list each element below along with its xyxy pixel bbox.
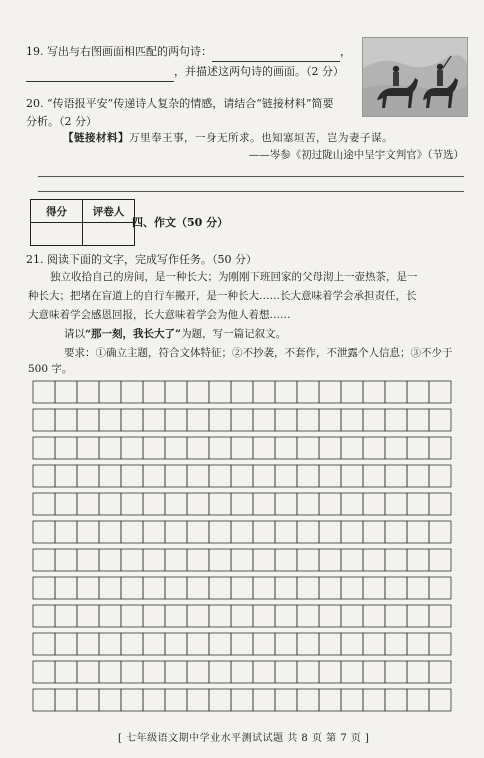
grid-cell[interactable] [165, 465, 187, 487]
grid-cell[interactable] [253, 661, 275, 683]
link-material-text: 万里奉王事，一身无所求。也知塞垣苦，岂为妻子谋。 [129, 132, 393, 144]
grid-cell[interactable] [385, 409, 407, 431]
grid-cell[interactable] [99, 493, 121, 515]
grid-cell[interactable] [33, 465, 55, 487]
grid-cell[interactable] [253, 605, 275, 627]
grid-cell[interactable] [121, 633, 143, 655]
grid-cell[interactable] [121, 521, 143, 543]
grid-cell[interactable] [99, 381, 121, 403]
grid-cell[interactable] [429, 689, 451, 711]
grid-cell[interactable] [385, 577, 407, 599]
grid-cell[interactable] [99, 661, 121, 683]
grid-cell[interactable] [77, 633, 99, 655]
grid-cell[interactable] [275, 577, 297, 599]
grid-cell[interactable] [319, 409, 341, 431]
grid-cell[interactable] [429, 605, 451, 627]
grid-cell[interactable] [99, 465, 121, 487]
grid-cell[interactable] [55, 661, 77, 683]
q21-essay-title: “那一刻，我长大了” [85, 328, 182, 340]
grid-cell[interactable] [407, 409, 429, 431]
grid-cell[interactable] [143, 521, 165, 543]
score-header: 得分 [31, 200, 83, 223]
grid-cell[interactable] [363, 605, 385, 627]
section-4-heading: 四、作文（50 分） [132, 216, 229, 229]
grid-cell[interactable] [231, 549, 253, 571]
grid-cell[interactable] [143, 381, 165, 403]
grid-cell[interactable] [407, 437, 429, 459]
grid-cell[interactable] [187, 661, 209, 683]
grid-cell[interactable] [385, 689, 407, 711]
grid-cell[interactable] [319, 605, 341, 627]
grid-cell[interactable] [55, 689, 77, 711]
grid-cell[interactable] [385, 661, 407, 683]
grid-cell[interactable] [33, 577, 55, 599]
grid-cell[interactable] [187, 381, 209, 403]
grid-cell[interactable] [385, 605, 407, 627]
grid-cell[interactable] [165, 577, 187, 599]
grid-cell[interactable] [319, 437, 341, 459]
grid-cell[interactable] [341, 437, 363, 459]
grid-cell[interactable] [55, 465, 77, 487]
grid-cell[interactable] [99, 605, 121, 627]
grid-cell[interactable] [33, 633, 55, 655]
q20-line2: 分析。（2 分） [26, 115, 97, 128]
grid-cell[interactable] [275, 689, 297, 711]
grid-cell[interactable] [363, 689, 385, 711]
grid-cell[interactable] [275, 521, 297, 543]
grid-cell[interactable] [341, 633, 363, 655]
grid-cell[interactable] [231, 409, 253, 431]
grid-cell[interactable] [77, 689, 99, 711]
grid-cell[interactable] [99, 577, 121, 599]
grid-cell[interactable] [341, 409, 363, 431]
grid-cell[interactable] [99, 549, 121, 571]
grid-cell[interactable] [429, 661, 451, 683]
grid-cell[interactable] [297, 437, 319, 459]
grid-cell[interactable] [33, 521, 55, 543]
grid-cell[interactable] [143, 549, 165, 571]
grid-cell[interactable] [407, 633, 429, 655]
question-20 [26, 95, 356, 131]
grid-cell[interactable] [341, 549, 363, 571]
grid-cell[interactable] [429, 493, 451, 515]
grid-cell[interactable] [385, 465, 407, 487]
grid-cell[interactable] [143, 409, 165, 431]
grid-cell[interactable] [209, 577, 231, 599]
grid-cell[interactable] [275, 633, 297, 655]
grid-cell[interactable] [209, 465, 231, 487]
link-material [63, 130, 463, 145]
grid-cell[interactable] [429, 549, 451, 571]
grid-cell[interactable] [143, 689, 165, 711]
grid-cell[interactable] [429, 437, 451, 459]
q21-para-line-1: 独立收拾自己的房间，是一种长大；为刚刚下班回家的父母沏上一壶热茶，是一 [50, 271, 418, 283]
grid-cell[interactable] [297, 689, 319, 711]
grid-cell[interactable] [319, 493, 341, 515]
q21-para-line-3: 大意味着学会感恩回报，长大意味着学会为他人着想…… [28, 309, 291, 321]
grid-cell[interactable] [99, 633, 121, 655]
score-cell[interactable] [31, 223, 83, 246]
grid-cell[interactable] [253, 493, 275, 515]
answer-line-1[interactable] [38, 176, 464, 177]
grid-cell[interactable] [77, 577, 99, 599]
grid-cell[interactable] [33, 409, 55, 431]
grid-cell[interactable] [341, 605, 363, 627]
grid-cell[interactable] [297, 465, 319, 487]
grid-cell[interactable] [55, 409, 77, 431]
grid-cell[interactable] [275, 661, 297, 683]
q19-answer-blank-1[interactable] [212, 47, 340, 62]
q19-prompt: 19. 写出与右图画面相匹配的两句诗： [26, 45, 212, 58]
q21-prompt-post: 为题，写一篇记叙文。 [181, 328, 287, 340]
grid-cell[interactable] [121, 493, 143, 515]
grid-cell[interactable] [33, 549, 55, 571]
grid-cell[interactable] [187, 633, 209, 655]
grid-cell[interactable] [407, 661, 429, 683]
q21-para-line-2: 种长大；把堵在盲道上的自行车搬开，是一种长大……长大意味着学会承担责任，长 [28, 290, 417, 302]
grid-cell[interactable] [55, 493, 77, 515]
q21-requirements-cont: 500 字。 [28, 363, 73, 375]
grid-cell[interactable] [275, 381, 297, 403]
grid-cell[interactable] [385, 381, 407, 403]
grid-cell[interactable] [319, 633, 341, 655]
grid-cell[interactable] [143, 437, 165, 459]
q19-instruction: ，并描述这两句诗的画面。（2 分） [174, 65, 344, 78]
grid-cell[interactable] [143, 661, 165, 683]
grid-cell[interactable] [187, 605, 209, 627]
grid-cell[interactable] [77, 381, 99, 403]
grid-cell[interactable] [407, 577, 429, 599]
grid-cell[interactable] [55, 605, 77, 627]
grid-cell[interactable] [253, 437, 275, 459]
grid-cell[interactable] [209, 437, 231, 459]
grid-cell[interactable] [209, 381, 231, 403]
grid-cell[interactable] [407, 605, 429, 627]
grid-cell[interactable] [99, 521, 121, 543]
link-material-source: ——岑参《初过陇山途中呈宇文判官》（节选） [248, 149, 464, 161]
question-19 [26, 42, 356, 82]
grid-cell[interactable] [407, 521, 429, 543]
grid-cell[interactable] [99, 409, 121, 431]
grid-cell[interactable] [275, 437, 297, 459]
grid-cell[interactable] [407, 689, 429, 711]
grid-cell[interactable] [253, 521, 275, 543]
q21-prompt-pre: 请以 [64, 328, 85, 340]
grid-cell[interactable] [297, 493, 319, 515]
grid-cell[interactable] [187, 493, 209, 515]
grid-cell[interactable] [429, 465, 451, 487]
grid-cell[interactable] [385, 549, 407, 571]
grid-cell[interactable] [407, 549, 429, 571]
grid-cell[interactable] [253, 689, 275, 711]
q21-requirements: 要求：①确立主题，符合文体特征；②不抄袭，不套作，不泄露个人信息；③不少于 [64, 347, 453, 359]
grid-cell[interactable] [165, 633, 187, 655]
grid-cell[interactable] [363, 381, 385, 403]
grid-cell[interactable] [33, 493, 55, 515]
grid-cell[interactable] [429, 521, 451, 543]
grid-cell[interactable] [121, 577, 143, 599]
grid-cell[interactable] [165, 605, 187, 627]
link-material-tag: 【链接材料】 [63, 132, 129, 144]
grid-cell[interactable] [121, 409, 143, 431]
grid-cell[interactable] [275, 493, 297, 515]
grid-cell[interactable] [187, 521, 209, 543]
grader-header: 评卷人 [83, 200, 135, 223]
q19-answer-blank-2[interactable] [26, 67, 174, 82]
grid-cell[interactable] [341, 521, 363, 543]
grid-cell[interactable] [297, 633, 319, 655]
grid-cell[interactable] [209, 521, 231, 543]
grid-cell[interactable] [363, 493, 385, 515]
grid-cell[interactable] [187, 549, 209, 571]
grid-cell[interactable] [429, 381, 451, 403]
grid-cell[interactable] [143, 633, 165, 655]
grid-cell[interactable] [143, 465, 165, 487]
grid-cell[interactable] [187, 577, 209, 599]
answer-line-2[interactable] [38, 191, 464, 192]
grid-cell[interactable] [121, 549, 143, 571]
grid-cell[interactable] [297, 381, 319, 403]
grid-cell[interactable] [297, 661, 319, 683]
grid-cell[interactable] [319, 381, 341, 403]
grid-cell[interactable] [55, 381, 77, 403]
grid-cell[interactable] [231, 605, 253, 627]
grid-cell[interactable] [253, 577, 275, 599]
score-table [30, 199, 135, 246]
grid-cell[interactable] [297, 605, 319, 627]
grid-cell[interactable] [231, 577, 253, 599]
grid-cell[interactable] [33, 661, 55, 683]
grid-cell[interactable] [121, 465, 143, 487]
grid-cell[interactable] [209, 661, 231, 683]
grid-cell[interactable] [275, 465, 297, 487]
grid-cell[interactable] [385, 493, 407, 515]
grid-cell[interactable] [33, 605, 55, 627]
grid-cell[interactable] [363, 521, 385, 543]
grid-cell[interactable] [319, 549, 341, 571]
grid-cell[interactable] [77, 437, 99, 459]
grid-cell[interactable] [319, 689, 341, 711]
grid-cell[interactable] [121, 661, 143, 683]
grid-cell[interactable] [231, 633, 253, 655]
grid-cell[interactable] [187, 437, 209, 459]
grid-cell[interactable] [143, 605, 165, 627]
grid-cell[interactable] [209, 689, 231, 711]
grid-cell[interactable] [319, 465, 341, 487]
grid-cell[interactable] [319, 661, 341, 683]
grid-cell[interactable] [55, 577, 77, 599]
q21-prompt [64, 325, 484, 344]
grid-cell[interactable] [209, 493, 231, 515]
grid-cell[interactable] [121, 689, 143, 711]
writing-grid-svg[interactable] [28, 379, 466, 719]
grid-cell[interactable] [165, 409, 187, 431]
grid-cell[interactable] [165, 521, 187, 543]
grid-cell[interactable] [231, 689, 253, 711]
grid-cell[interactable] [165, 381, 187, 403]
grid-cell[interactable] [55, 633, 77, 655]
grid-cell[interactable] [407, 465, 429, 487]
grid-cell[interactable] [55, 437, 77, 459]
q19-comma: ， [340, 45, 351, 58]
grid-cell[interactable] [253, 549, 275, 571]
grid-cell[interactable] [121, 605, 143, 627]
grid-cell[interactable] [33, 381, 55, 403]
q21-title: 21. 阅读下面的文字，完成写作任务。（50 分） [26, 253, 257, 266]
grid-cell[interactable] [429, 409, 451, 431]
grid-cell[interactable] [55, 521, 77, 543]
grid-cell[interactable] [363, 633, 385, 655]
grid-cell[interactable] [143, 493, 165, 515]
grid-cell[interactable] [187, 465, 209, 487]
grid-cell[interactable] [231, 437, 253, 459]
grid-cell[interactable] [275, 605, 297, 627]
grid-cell[interactable] [77, 409, 99, 431]
grid-cell[interactable] [253, 633, 275, 655]
grid-cell[interactable] [99, 689, 121, 711]
grid-cell[interactable] [165, 689, 187, 711]
grid-cell[interactable] [429, 633, 451, 655]
grid-cell[interactable] [165, 661, 187, 683]
grid-cell[interactable] [275, 409, 297, 431]
grid-cell[interactable] [275, 549, 297, 571]
q20-line1: 20. “传语报平安”传递诗人复杂的情感，请结合“链接材料”简要 [26, 97, 334, 110]
grid-cell[interactable] [385, 437, 407, 459]
grid-cell[interactable] [341, 689, 363, 711]
grid-cell[interactable] [165, 549, 187, 571]
grid-cell[interactable] [385, 521, 407, 543]
grid-cell[interactable] [209, 409, 231, 431]
grid-cell[interactable] [341, 381, 363, 403]
grid-cell[interactable] [363, 465, 385, 487]
grid-cell[interactable] [253, 465, 275, 487]
grid-cell[interactable] [209, 549, 231, 571]
riders-illustration [362, 37, 468, 117]
grid-cell[interactable] [341, 577, 363, 599]
grid-cell[interactable] [77, 465, 99, 487]
grid-cell[interactable] [297, 409, 319, 431]
grid-cell[interactable] [187, 409, 209, 431]
grid-cell[interactable] [99, 437, 121, 459]
grid-cell[interactable] [363, 577, 385, 599]
grid-cell[interactable] [231, 381, 253, 403]
grid-cell[interactable] [319, 577, 341, 599]
grid-cell[interactable] [407, 381, 429, 403]
grader-cell[interactable] [83, 223, 135, 246]
grid-cell[interactable] [297, 549, 319, 571]
grid-cell[interactable] [253, 409, 275, 431]
grid-cell[interactable] [33, 689, 55, 711]
grid-cell[interactable] [429, 577, 451, 599]
grid-cell[interactable] [231, 661, 253, 683]
grid-cell[interactable] [363, 409, 385, 431]
grid-cell[interactable] [297, 577, 319, 599]
grid-cell[interactable] [341, 661, 363, 683]
grid-cell[interactable] [55, 549, 77, 571]
grid-cell[interactable] [363, 661, 385, 683]
page-footer: [ 七年级语文期中学业水平测试试题 共 8 页 第 7 页 ] [118, 733, 370, 744]
grid-cell[interactable] [297, 521, 319, 543]
grid-cell[interactable] [385, 633, 407, 655]
grid-cell[interactable] [77, 605, 99, 627]
grid-cell[interactable] [187, 689, 209, 711]
grid-cell[interactable] [121, 437, 143, 459]
grid-cell[interactable] [341, 465, 363, 487]
grid-cell[interactable] [165, 437, 187, 459]
grid-cell[interactable] [319, 521, 341, 543]
grid-cell[interactable] [341, 493, 363, 515]
grid-cell[interactable] [209, 633, 231, 655]
grid-cell[interactable] [363, 549, 385, 571]
grid-cell[interactable] [253, 381, 275, 403]
grid-cell[interactable] [231, 465, 253, 487]
grid-cell[interactable] [121, 381, 143, 403]
grid-cell[interactable] [77, 549, 99, 571]
grid-cell[interactable] [231, 521, 253, 543]
grid-cell[interactable] [165, 493, 187, 515]
grid-cell[interactable] [33, 437, 55, 459]
grid-cell[interactable] [209, 605, 231, 627]
grid-cell[interactable] [231, 493, 253, 515]
writing-grid[interactable] [28, 379, 466, 719]
grid-cell[interactable] [77, 661, 99, 683]
grid-cell[interactable] [363, 437, 385, 459]
grid-cell[interactable] [143, 577, 165, 599]
grid-cell[interactable] [77, 493, 99, 515]
grid-cell[interactable] [407, 493, 429, 515]
grid-cell[interactable] [77, 521, 99, 543]
